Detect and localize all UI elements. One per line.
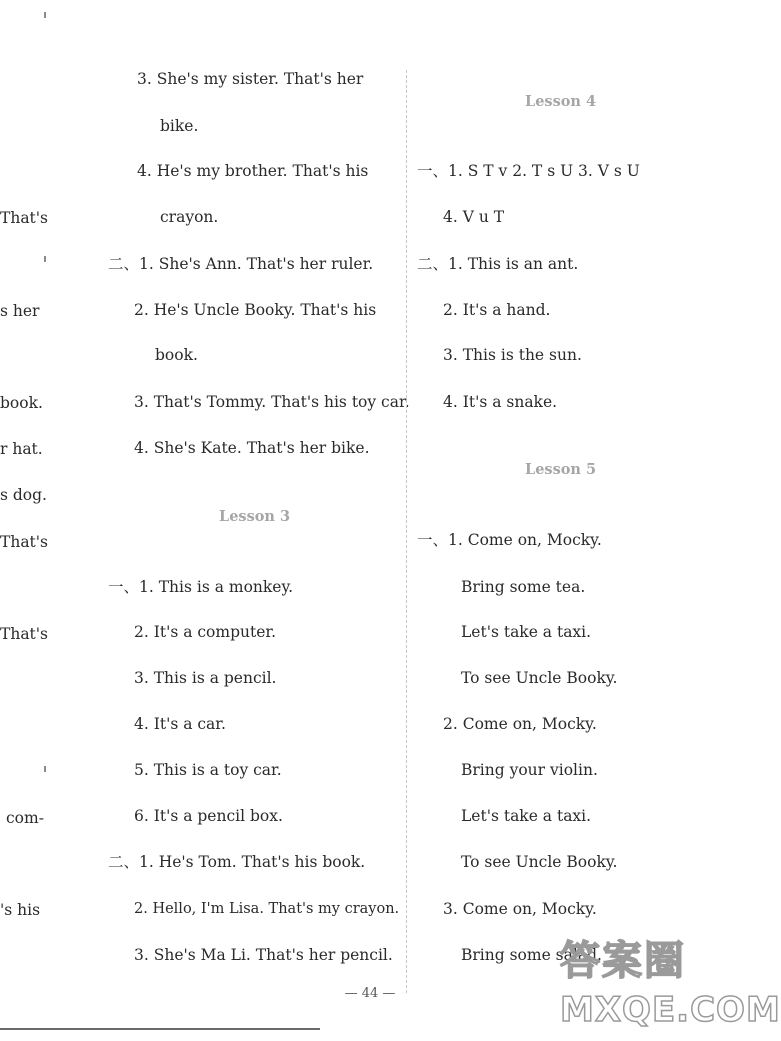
answer-line: 2. Come on, Mocky. — [443, 715, 597, 733]
answer-line: 6. It's a pencil box. — [134, 807, 283, 825]
fragment-line: That's — [0, 625, 49, 643]
answer-line: 4. It's a snake. — [443, 393, 558, 411]
scan-mark — [44, 766, 46, 772]
answer-line: 2. Hello, I'm Lisa. That's my crayon. — [134, 901, 400, 917]
scan-mark — [44, 12, 46, 18]
fragment-line: s her — [0, 302, 40, 320]
answer-line: 3. She's my sister. That's her — [137, 70, 364, 88]
column-divider — [406, 70, 407, 993]
answer-line: 一、1. Come on, Mocky. — [417, 531, 602, 549]
answer-line: Let's take a taxi. — [461, 623, 592, 641]
answer-line: 3. This is a pencil. — [134, 669, 277, 687]
answer-line: book. — [155, 346, 198, 364]
fragment-line: That's — [0, 209, 49, 227]
lesson-5-title: Lesson 5 — [525, 461, 597, 478]
answer-line: 一、1. This is a monkey. — [108, 578, 294, 596]
fragment-line: 's his — [0, 901, 41, 919]
answer-line: 2. He's Uncle Booky. That's his — [134, 301, 377, 319]
answer-line: 2. It's a computer. — [134, 623, 277, 641]
scan-mark — [44, 256, 46, 262]
watermark-text-top: 答案圈 — [560, 938, 686, 984]
answer-line: 3. This is the sun. — [443, 346, 582, 364]
fragment-line: r hat. — [0, 440, 43, 458]
page-number: — 44 — — [344, 986, 396, 1001]
answer-line: To see Uncle Booky. — [461, 853, 618, 871]
fragment-line: book. — [0, 394, 43, 412]
answer-line: crayon. — [160, 208, 219, 226]
answer-line: 一、1. S T v 2. T s U 3. V s U — [417, 162, 640, 180]
answer-line: 3. Come on, Mocky. — [443, 900, 597, 918]
lesson-4-title: Lesson 4 — [525, 93, 597, 110]
answer-line: 二、1. She's Ann. That's her ruler. — [108, 255, 374, 273]
fragment-line: That's — [0, 533, 49, 551]
answer-line: Bring your violin. — [461, 761, 598, 779]
answer-line: 3. She's Ma Li. That's her pencil. — [134, 946, 393, 964]
answer-line: bike. — [160, 117, 199, 135]
answer-line: 3. That's Tommy. That's his toy car. — [134, 393, 410, 411]
answer-line: 4. She's Kate. That's her bike. — [134, 439, 370, 457]
answer-line: 二、1. This is an ant. — [417, 255, 579, 273]
answer-line: 5. This is a toy car. — [134, 761, 282, 779]
lesson-3-title: Lesson 3 — [219, 508, 291, 525]
answer-line: 4. He's my brother. That's his — [137, 162, 369, 180]
watermark-text-bottom: MXQE.COM — [560, 990, 781, 1030]
answer-line: 4. V u T — [443, 208, 505, 226]
answer-line: To see Uncle Booky. — [461, 669, 618, 687]
answer-line: 4. It's a car. — [134, 715, 226, 733]
answer-line: Let's take a taxi. — [461, 807, 592, 825]
answer-line: Bring some tea. — [461, 578, 586, 596]
answer-line: 二、1. He's Tom. That's his book. — [108, 853, 366, 871]
fragment-line: s dog. — [0, 486, 47, 504]
answer-line: Bring some salad. — [461, 946, 602, 964]
fragment-line: com- — [6, 809, 44, 827]
bottom-rule — [0, 1028, 320, 1030]
answer-line: 2. It's a hand. — [443, 301, 551, 319]
watermark-logo — [560, 936, 781, 1036]
